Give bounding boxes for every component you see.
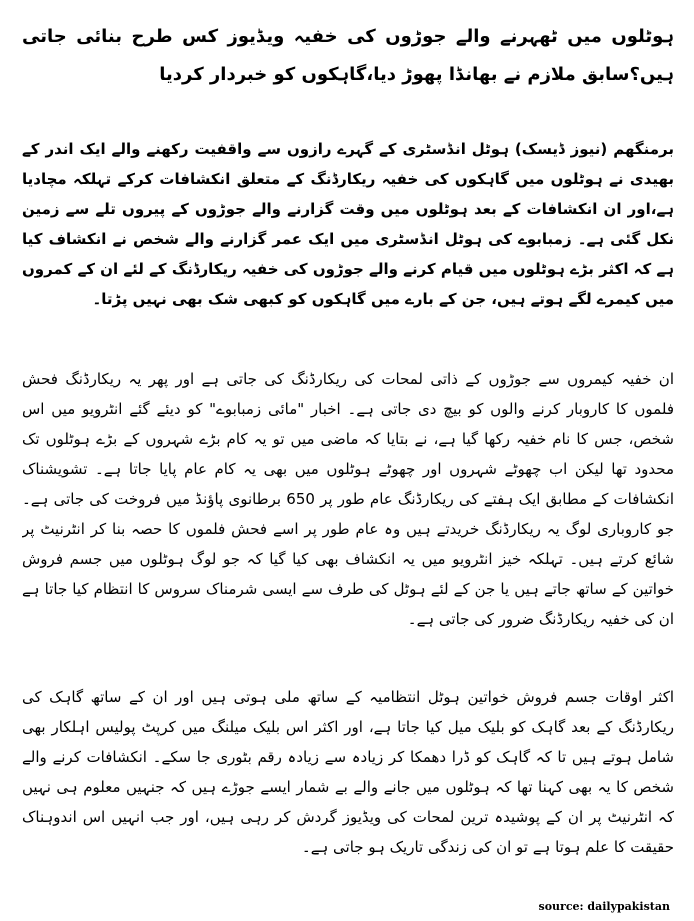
article-paragraph-2: ان خفیہ کیمروں سے جوڑوں کے ذاتی لمحات کی ریکارڈنگ کی جاتی ہے اور پھر یہ ریکارڈنگ فحش فلموں کا کاروبار کرنے والوں کو بیچ دی جاتی ہے۔ اخبار "مائی زمبابوے" کو دیئے گئے انٹرویو میں اس شخص، جس کا نام خفیہ رکھا گیا ہے، نے بتایا کہ ماضی میں تو یہ کام بڑے شہروں کے بڑے ہوٹلوں تک محدود تھا لیکن اب چھوٹے شہروں اور چھوٹے ہوٹلوں میں بھی یہ کام عام پایا جاتا ہے۔ تشویشناک انکشافات کے مطابق ایک ہفتے کی ریکارڈنگ عام طور پر 650 برطانوی پاﺅنڈ میں فروخت کی جاتی ہے۔ جو کاروباری لوگ یہ ریکارڈنگ خریدتے ہیں وہ عام طور پر اسے فحش فلموں کا حصہ بنا کر انٹرنیٹ پر شائع کرتے ہیں۔ تہلکہ خیز انٹرویو میں یہ انکشاف بھی کیا گیا کہ جو لوگ ہوٹلوں میں جسم فروش خواتین کے ساتھ جاتے ہیں یا جن کے لئے ہوٹل کی طرف سے ایسی شرمناک سروس کا انتظام کیا جاتا ہے ان کی خفیہ ریکارڈنگ ضرور کی جاتی ہے۔ <box>22 370 674 628</box>
article-headline: ہوٹلوں میں ٹھہرنے والے جوڑوں کی خفیہ ویڈیوز کس طرح بنائی جاتی ہیں؟سابق ملازم نے بھانڈا پھوڑ دیا،گاہکوں کو خبردار کردیا <box>22 26 674 85</box>
article-paragraph-3: اکثر اوقات جسم فروش خواتین ہوٹل انتظامیہ کے ساتھ ملی ہوتی ہیں اور ان کے ساتھ گاہک کی ریکارڈنگ کے بعد گاہک کو بلیک میل کیا جاتا ہے، اور اکثر اس بلیک میلنگ میں کرپٹ پولیس اہلکار بھی شامل ہوتے ہیں تا کہ گاہک کو ڈرا دھمکا کر زیادہ سے زیادہ رقم بٹوری جا سکے۔ انکشافات کرنے والے شخص کا یہ بھی کہنا تھا کہ ہوٹلوں میں جانے والے بے شمار ایسے جوڑے ہیں کہ جنہیں معلوم ہی نہیں کہ انٹرنیٹ پر ان کے پوشیدہ ترین لمحات کی ویڈیوز گردش کر رہی ہیں، اور جب انہیں اس اندوہناک حقیقت کا علم ہوتا ہے تو ان کی زندگی تاریک ہو جاتی ہے۔ <box>22 688 674 856</box>
article <box>22 18 674 902</box>
article-paragraph-1: برمنگھم (نیوز ڈیسک) ہوٹل انڈسٹری کے گہرے رازوں سے واقفیت رکھنے والے ایک اندر کے بھیدی نے ہوٹلوں میں گاہکوں کی خفیہ ریکارڈنگ کے متعلق انکشافات کرکے تہلکہ مچادیا ہے،اور ان انکشافات کے بعد ہوٹلوں میں وقت گزارنے والے جوڑوں کے پیروں تلے سے زمین نکل گئی ہے۔ زمبابوے کی ہوٹل انڈسٹری میں ایک عمر گزارنے والے شخص نے انکشاف کیا ہے کہ اکثر بڑے ہوٹلوں میں قیام کرنے والے جوڑوں کی خفیہ ریکارڈنگ کے لئے ان کے کمروں میں کیمرے لگے ہوتے ہیں، جن کے بارے میں گاہکوں کو کبھی شک بھی نہیں پڑتا۔ <box>22 140 674 308</box>
source-credit: source: dailypakistan <box>538 900 670 913</box>
